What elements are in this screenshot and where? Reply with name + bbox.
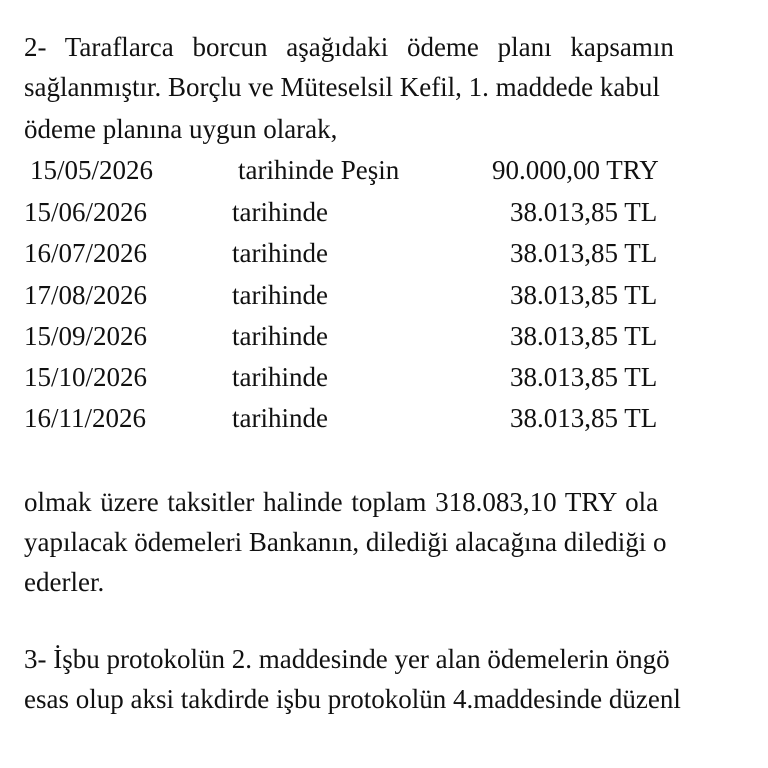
schedule-date: 15/10/2026: [24, 362, 148, 392]
schedule-label: tarihinde: [232, 238, 328, 268]
schedule-amount: 38.013,85 TL: [510, 197, 658, 227]
schedule-date: 17/08/2026: [24, 280, 148, 310]
schedule-label: tarihinde Peşin: [238, 155, 400, 185]
after-schedule-line-2: yapılacak ödemeleri Bankanın, dilediği alacağına dilediği o: [24, 527, 667, 557]
schedule-label: tarihinde: [232, 362, 328, 392]
after-schedule-line-1: olmak üzere taksitler halinde toplam 318.083,10 TRY ola: [24, 487, 659, 517]
section2-line-2: sağlanmıştır. Borçlu ve Müteselsil Kefil, 1. maddede kabul: [24, 72, 660, 102]
schedule-amount: 38.013,85 TL: [510, 321, 658, 351]
schedule-amount: 38.013,85 TL: [510, 280, 658, 310]
section3-line-2: esas olup aksi takdirde işbu protokolün 4.maddesinde düzenl: [24, 684, 681, 714]
schedule-amount: 38.013,85 TL: [510, 403, 658, 433]
section2-line-3: ödeme planına uygun olarak,: [24, 114, 338, 144]
schedule-date: 16/07/2026: [24, 238, 148, 268]
schedule-amount: 38.013,85 TL: [510, 238, 658, 268]
schedule-amount: 38.013,85 TL: [510, 362, 658, 392]
section3-line-1: 3- İşbu protokolün 2. maddesinde yer alan ödemelerin öngö: [24, 644, 670, 674]
schedule-label: tarihinde: [232, 197, 328, 227]
schedule-date: 15/09/2026: [24, 321, 148, 351]
schedule-date: 16/11/2026: [24, 403, 147, 433]
schedule-label: tarihinde: [232, 321, 328, 351]
schedule-label: tarihinde: [232, 403, 328, 433]
schedule-date: 15/06/2026: [24, 197, 148, 227]
after-schedule-line-3: ederler.: [24, 567, 105, 597]
schedule-label: tarihinde: [232, 280, 328, 310]
schedule-amount: 90.000,00 TRY: [492, 155, 659, 185]
schedule-date: 15/05/2026: [30, 155, 154, 185]
section2-line-1: 2- Taraflarca borcun aşağıdaki ödeme planı kapsamın: [24, 32, 674, 62]
